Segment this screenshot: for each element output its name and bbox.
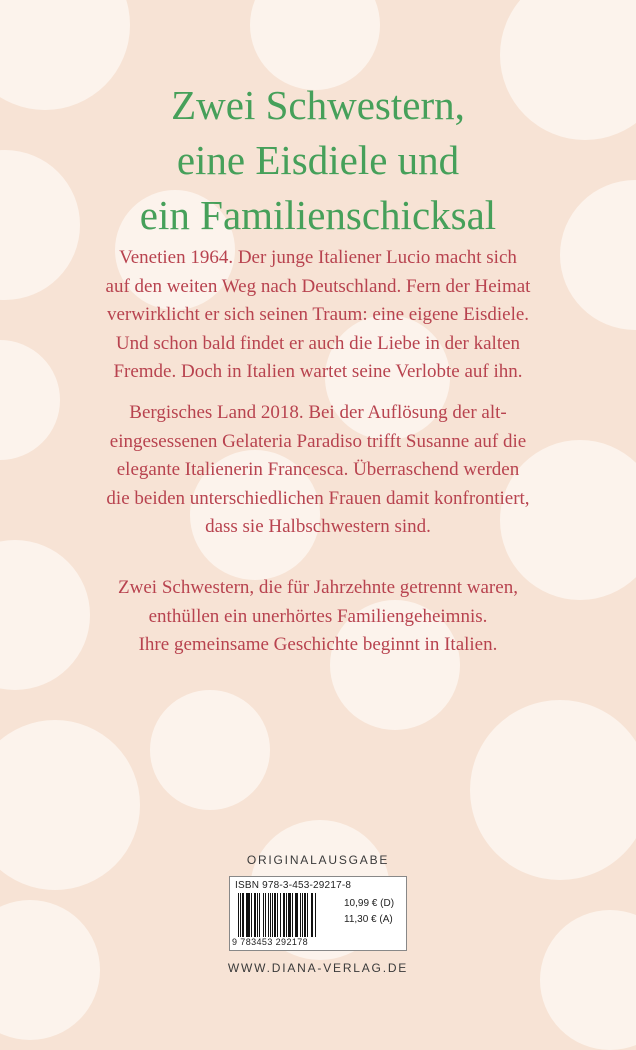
blurb-line: eingesessenen Gelateria Paradiso trifft Susanne auf die: [109, 430, 527, 452]
barcode-gap: [316, 893, 317, 937]
blurb-line: enthüllen ein unerhörtes Familiengeheimnis.: [148, 605, 488, 627]
blurb-paragraph-3: [0, 574, 636, 660]
blurb-paragraph-1: [0, 244, 636, 387]
decor-circle: [250, 0, 380, 90]
blurb-line: Bergisches Land 2018. Bei der Auflösung der alt-: [129, 402, 507, 423]
blurb-line: Und schon bald findet er auch die Liebe in der kalten: [115, 332, 521, 354]
decor-circle: [150, 690, 270, 810]
headline-line: ein Familienschicksal: [139, 192, 497, 238]
headline: [0, 78, 636, 243]
barcode-box: [229, 876, 407, 951]
blurb-line: die beiden unterschiedlichen Frauen damit konfrontiert,: [106, 487, 530, 509]
headline-line: eine Eisdiele und: [176, 137, 460, 183]
blurb-line: auf den weiten Weg nach Deutschland. Fern der Heimat: [105, 275, 531, 297]
edition-label: ORIGINALAUSGABE: [246, 853, 390, 867]
isbn-text: ISBN 978-3-453-29217-8: [235, 880, 352, 891]
blurb-line: verwirklicht er sich seinen Traum: eine eigene Eisdiele.: [106, 304, 530, 325]
website-label: WWW.DIANA-VERLAG.DE: [227, 961, 409, 975]
headline-line: Zwei Schwestern,: [171, 82, 465, 128]
barcode: [238, 893, 338, 937]
blurb-line: Fremde. Doch in Italien wartet seine Verlobte auf ihn.: [113, 361, 523, 382]
blurb-line: Ihre gemeinsame Geschichte beginnt in Italien.: [138, 634, 498, 655]
blurb-line: Zwei Schwestern, die für Jahrzehnte getrennt waren,: [118, 577, 518, 598]
decor-circle: [540, 910, 636, 1050]
blurb-paragraph-2: [0, 399, 636, 542]
blurb-line: Venetien 1964. Der junge Italiener Lucio macht sich: [119, 247, 517, 268]
price-at: 11,30 € (A): [344, 914, 393, 925]
blurb-line: elegante Italienerin Francesca. Überraschend werden: [116, 459, 520, 480]
price-de: 10,99 € (D): [344, 898, 395, 909]
blurb-line: dass sie Halbschwestern sind.: [205, 516, 431, 537]
barcode-number: 9 783453 292178: [232, 937, 309, 947]
